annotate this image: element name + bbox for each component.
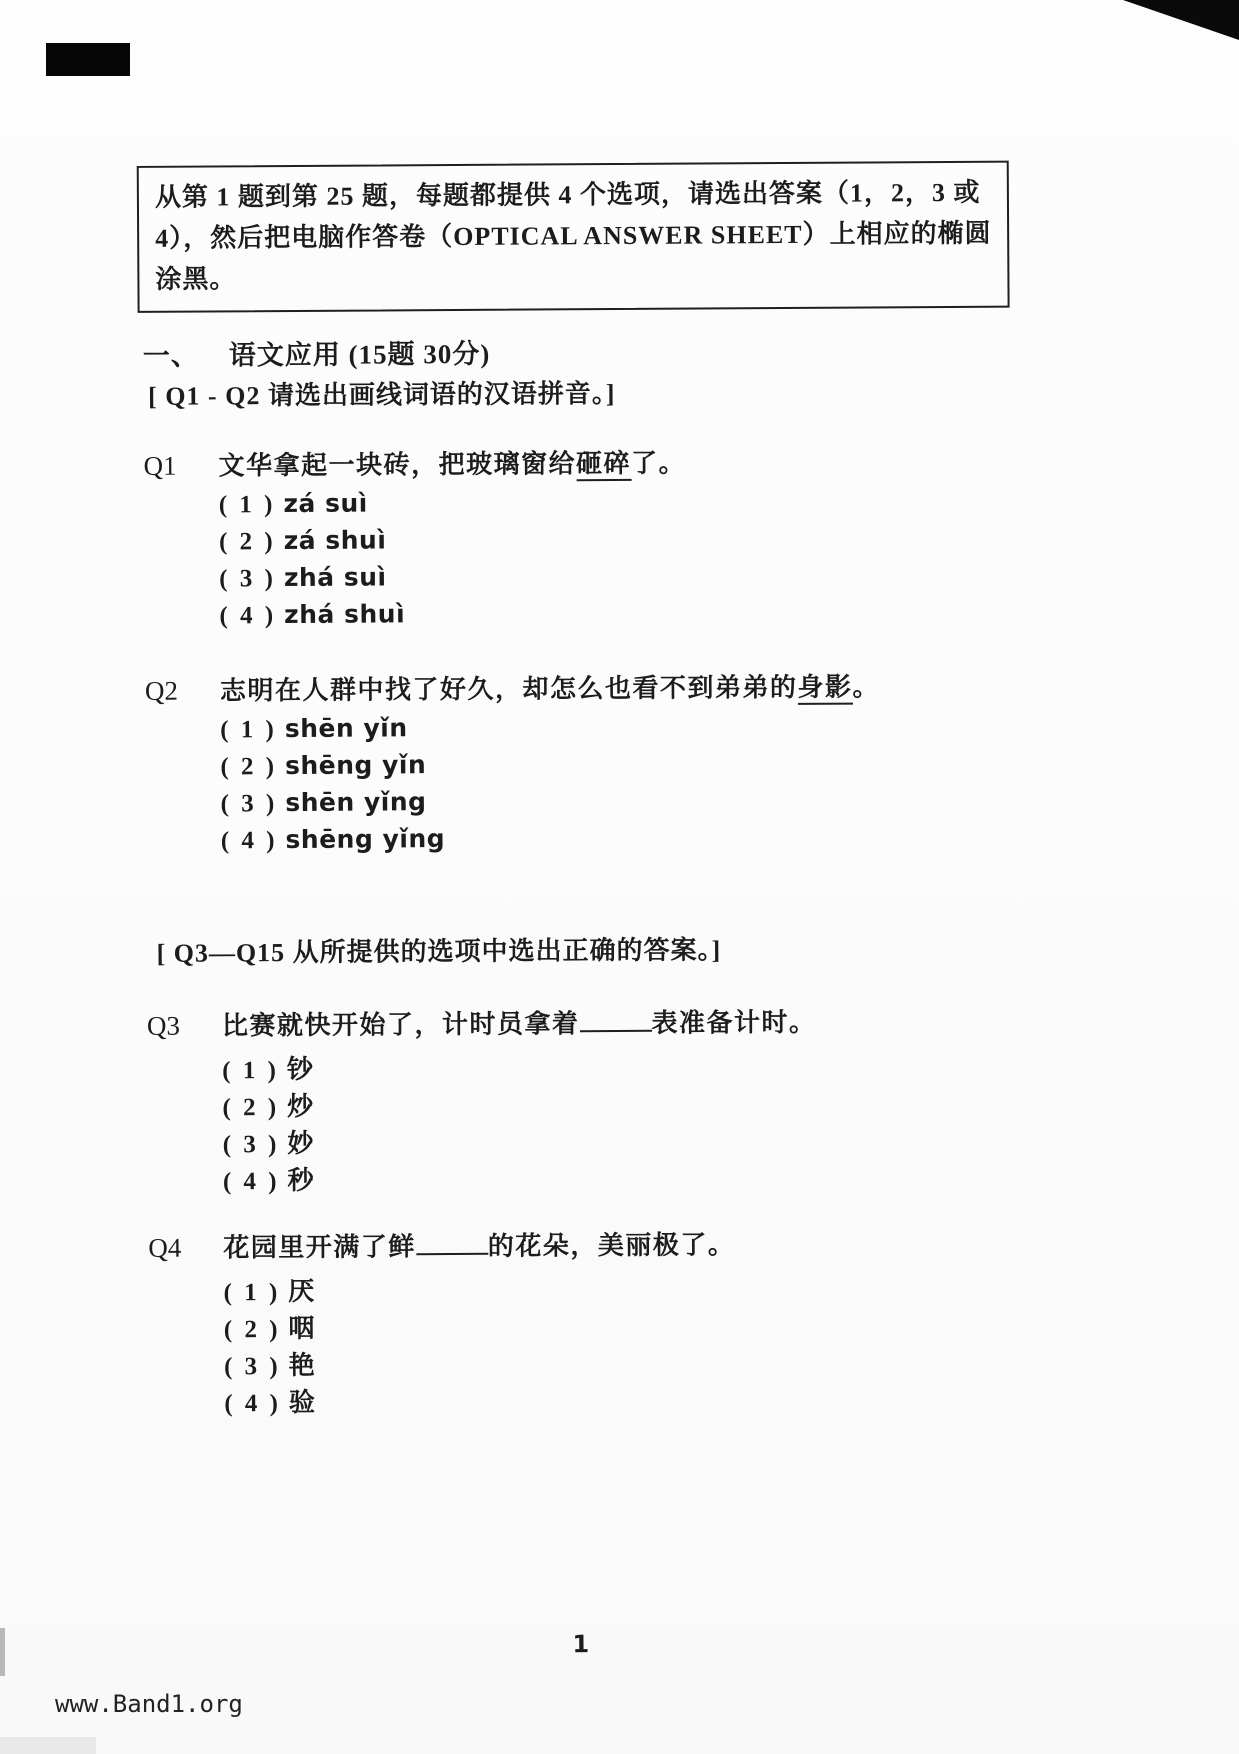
answer-blank <box>416 1250 488 1255</box>
option-text: shēng yǐng <box>285 824 446 855</box>
page-number: 1 <box>572 1630 590 1659</box>
instruction-line-3: 涂黑。 <box>155 264 237 294</box>
instruction-line-2: 4），然后把电脑作答卷（OPTICAL ANSWER SHEET）上相应的椭圆 <box>155 218 992 253</box>
option <box>221 821 881 862</box>
option <box>224 1379 736 1419</box>
options-list <box>219 487 687 638</box>
option-text: zá suì <box>283 488 368 519</box>
option-number: ( 1 ) <box>222 1057 279 1085</box>
option-number: ( 4 ) <box>224 1390 282 1418</box>
option <box>219 524 687 564</box>
option <box>220 710 880 751</box>
option-number: ( 2 ) <box>222 1094 280 1122</box>
watermark-url: www.Band1.org <box>55 1690 243 1718</box>
option-number: ( 3 ) <box>222 1131 280 1159</box>
option-number: ( 1 ) <box>218 491 276 519</box>
stem-text: 。 <box>852 672 881 702</box>
group-instruction-q1-q2: [ Q1 - Q2 请选出画线词语的汉语拼音。] <box>148 379 616 411</box>
section-number: 一、 <box>142 340 199 371</box>
question-stem <box>223 1224 735 1264</box>
option-text: zhá shuì <box>284 599 406 630</box>
option-text: 验 <box>288 1387 316 1418</box>
question-q2 <box>145 666 881 862</box>
option-text: shēn yǐng <box>285 787 427 818</box>
question-stem <box>222 1002 817 1043</box>
option <box>220 747 880 788</box>
question-id: Q1 <box>143 450 177 481</box>
option <box>219 598 687 638</box>
option-number: ( 1 ) <box>220 716 277 744</box>
option <box>219 487 687 527</box>
question-stem <box>218 443 686 483</box>
option <box>223 1268 735 1308</box>
option-number: ( 3 ) <box>223 1353 281 1381</box>
stem-text: 了。 <box>630 448 687 478</box>
option-number: ( 1 ) <box>223 1279 281 1307</box>
option-text: 炒 <box>287 1091 314 1122</box>
options-list <box>222 1046 817 1198</box>
underlined-word: 身影 <box>797 673 852 705</box>
instruction-line-1: 从第 1 题到第 25 题，每题都提供 4 个选项，请选出答案（1，2，3 或 <box>154 177 981 212</box>
options-list <box>223 1268 736 1419</box>
option-number: ( 2 ) <box>220 753 278 781</box>
option-text: shēn yǐn <box>284 713 408 744</box>
option-number: ( 4 ) <box>220 827 278 855</box>
stem-text: 志明在人群中找了好久，却怎么也看不到弟弟的 <box>219 672 798 706</box>
stem-text: 的花朵，美丽极了。 <box>487 1230 736 1261</box>
question-id: Q2 <box>144 675 179 706</box>
question-id: Q3 <box>146 1010 181 1041</box>
option <box>222 1046 817 1087</box>
option <box>223 1120 818 1161</box>
option-text: 妙 <box>287 1128 314 1159</box>
underlined-word: 砸碎 <box>576 449 631 481</box>
option-number: ( 4 ) <box>219 602 277 630</box>
option-number: ( 4 ) <box>222 1168 280 1196</box>
question-q1 <box>143 443 687 638</box>
option-number: ( 3 ) <box>219 565 276 593</box>
option-text: 钞 <box>286 1054 314 1085</box>
scan-edge-artifact <box>0 1628 5 1676</box>
options-list <box>220 710 881 862</box>
option <box>223 1157 818 1198</box>
option-text: zhá suì <box>283 562 387 593</box>
option-number: ( 2 ) <box>218 528 276 556</box>
option-text: shēng yǐn <box>284 750 427 781</box>
section-heading <box>143 332 491 373</box>
exam-instructions-box <box>137 161 1010 313</box>
answer-blank <box>580 1027 652 1032</box>
option-number: ( 3 ) <box>220 790 278 818</box>
option-text: 艳 <box>288 1350 315 1381</box>
option-number: ( 2 ) <box>223 1316 281 1344</box>
stem-text: 花园里开满了鲜 <box>223 1232 416 1263</box>
option <box>221 784 881 825</box>
option-text: zá shuì <box>283 525 387 556</box>
stem-text: 表准备计时。 <box>651 1007 817 1038</box>
stem-text: 比赛就快开始了，计时员拿着 <box>221 1009 580 1041</box>
group-instruction-q3-q15: [ Q3—Q15 从所提供的选项中选出正确的答案。] <box>156 935 722 968</box>
option <box>222 1083 817 1124</box>
question-q3 <box>147 1002 818 1198</box>
option <box>219 561 687 601</box>
option <box>224 1342 736 1382</box>
question-id: Q4 <box>148 1232 182 1263</box>
option <box>224 1305 736 1345</box>
option-text: 秒 <box>287 1165 314 1196</box>
option-text: 咽 <box>288 1313 315 1344</box>
stem-text: 文华拿起一块砖，把玻璃窗给 <box>218 449 577 481</box>
question-q4 <box>148 1224 736 1420</box>
option-text: 厌 <box>288 1276 315 1307</box>
question-stem <box>220 666 880 707</box>
section-title: 语文应用 (15题 30分) <box>228 338 491 371</box>
